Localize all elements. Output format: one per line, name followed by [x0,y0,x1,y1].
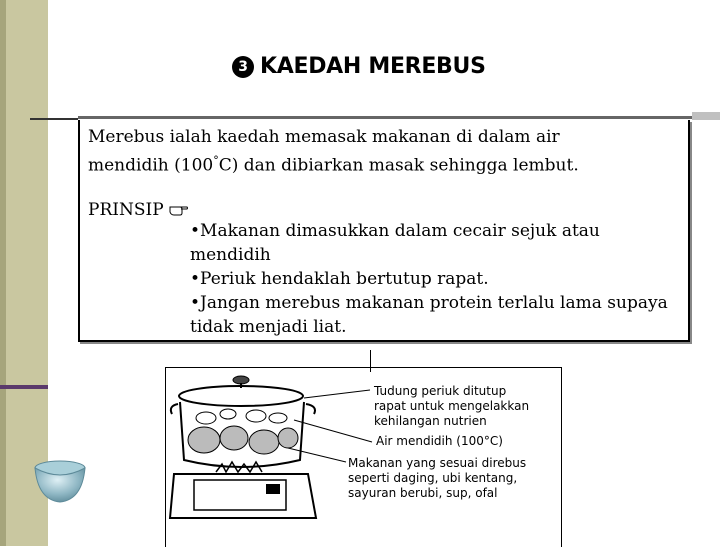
list-item: •Jangan merebus makanan protein terlalu lama supaya tidak menjadi liat. [190,293,668,337]
prinsip-heading [88,198,189,224]
hand-pointing-icon [169,200,189,224]
definition-line-2a: mendidih (100 [88,155,214,176]
top-rule [78,116,692,119]
list-item: •Periuk hendaklah bertutup rapat. [190,269,489,289]
degree-sign: ° [213,154,219,167]
title-text: KAEDAH MEREBUS [260,54,486,79]
label-food: Makanan yang sesuai direbus seperti daging, ubi kentang, sayuran berubi, sup, ofal [348,456,527,500]
left-accent-rule [0,385,48,389]
bowl-icon [32,458,88,510]
label-lid: Tudung periuk ditutup rapat untuk mengelakkan kehilangan nutrien [374,384,530,428]
slide-title [232,54,486,79]
definition-line-1: Merebus ialah kaedah memasak makanan di dalam air [88,127,560,147]
boiling-diagram [165,367,562,547]
title-number-badge: 3 [232,56,254,78]
right-tab [692,112,720,120]
definition-line-2b: C) dan dibiarkan masak sehingga lembut. [218,155,579,176]
top-rule-left [30,118,78,120]
content-box [78,120,690,342]
definition-paragraph [88,125,688,178]
list-item: •Makanan dimasukkan dalam cecair sejuk atau mendidih [190,221,600,265]
principle-list [190,219,685,339]
prinsip-label: PRINSIP [88,200,164,220]
label-water: Air mendidih (100°C) [376,434,503,448]
